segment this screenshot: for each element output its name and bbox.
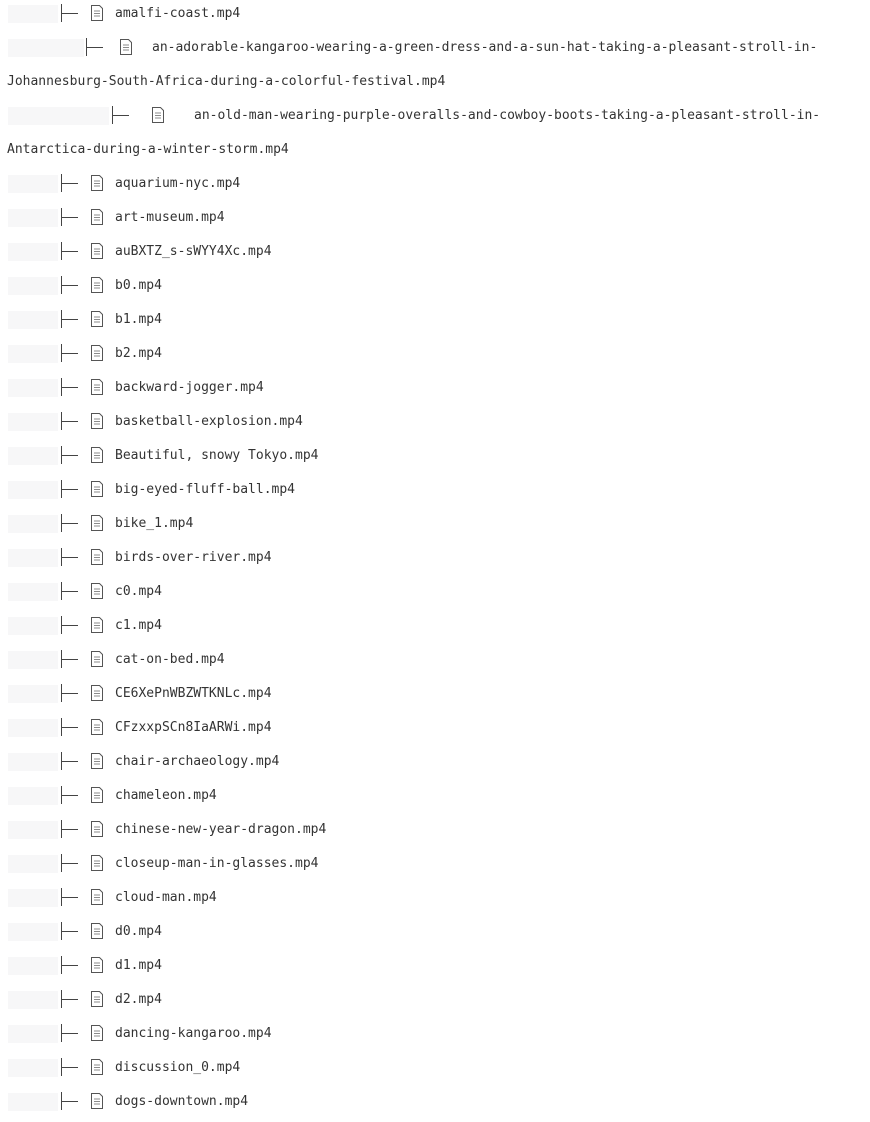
tree-row[interactable]	[0, 646, 870, 680]
file-icon	[89, 378, 105, 396]
file-icon	[89, 786, 105, 804]
indent-guide	[8, 209, 58, 227]
file-name[interactable]: d2.mp4	[115, 992, 162, 1007]
file-icon	[89, 1092, 105, 1110]
indent-guide	[8, 1059, 58, 1077]
branch-connector	[57, 888, 81, 906]
tree-row[interactable]	[0, 884, 870, 918]
file-name[interactable]: d0.mp4	[115, 924, 162, 939]
file-icon	[89, 242, 105, 260]
branch-connector	[57, 752, 81, 770]
indent-guide	[8, 855, 58, 873]
file-name[interactable]: dancing-kangaroo.mp4	[115, 1026, 272, 1041]
branch-connector	[57, 208, 81, 226]
tree-row[interactable]	[0, 510, 870, 544]
indent-guide	[8, 243, 58, 261]
file-name[interactable]: aquarium-nyc.mp4	[115, 176, 241, 191]
indent-guide	[8, 379, 58, 397]
branch-connector	[57, 922, 81, 940]
file-name[interactable]: c0.mp4	[115, 584, 162, 599]
tree-row[interactable]	[0, 170, 870, 204]
file-icon	[89, 208, 105, 226]
tree-row[interactable]	[0, 442, 870, 476]
file-name[interactable]: an-adorable-kangaroo-wearing-a-green-dress-and-a-sun-hat-taking-a-pleasant-stroll-in-	[152, 40, 818, 55]
indent-guide	[8, 651, 58, 669]
tree-row[interactable]	[0, 204, 870, 238]
file-icon	[89, 344, 105, 362]
file-name[interactable]: birds-over-river.mp4	[115, 550, 272, 565]
file-icon	[89, 514, 105, 532]
tree-row[interactable]	[0, 340, 870, 374]
indent-guide	[8, 447, 58, 465]
file-icon	[89, 412, 105, 430]
indent-guide	[8, 685, 58, 703]
branch-connector	[57, 514, 81, 532]
branch-connector	[57, 718, 81, 736]
tree-row[interactable]	[0, 34, 870, 102]
branch-connector	[57, 344, 81, 362]
tree-row[interactable]	[0, 272, 870, 306]
file-name[interactable]: chair-archaeology.mp4	[115, 754, 280, 769]
tree-row[interactable]	[0, 748, 870, 782]
file-icon	[89, 922, 105, 940]
branch-connector	[57, 548, 81, 566]
indent-guide	[8, 481, 58, 499]
file-icon	[89, 310, 105, 328]
file-icon	[89, 990, 105, 1008]
indent-guide	[8, 991, 58, 1009]
branch-connector	[57, 990, 81, 1008]
branch-connector	[57, 854, 81, 872]
tree-row[interactable]	[0, 1088, 870, 1122]
tree-row[interactable]	[0, 374, 870, 408]
file-name[interactable]: an-old-man-wearing-purple-overalls-and-cowboy-boots-taking-a-pleasant-stroll-in-	[194, 108, 821, 123]
branch-connector	[57, 650, 81, 668]
file-name[interactable]: dogs-downtown.mp4	[115, 1094, 249, 1109]
file-name-continued[interactable]: Antarctica-during-a-winter-storm.mp4	[7, 142, 289, 157]
file-icon	[89, 718, 105, 736]
branch-connector	[57, 242, 81, 260]
file-icon	[89, 752, 105, 770]
tree-row[interactable]	[0, 578, 870, 612]
indent-guide	[8, 311, 58, 329]
file-icon	[89, 854, 105, 872]
tree-row[interactable]	[0, 918, 870, 952]
indent-guide	[8, 5, 58, 23]
file-name[interactable]: d1.mp4	[115, 958, 162, 973]
file-name-continued[interactable]: Johannesburg-South-Africa-during-a-colorful-festival.mp4	[7, 74, 446, 89]
file-name[interactable]: backward-jogger.mp4	[115, 380, 264, 395]
file-name[interactable]: discussion_0.mp4	[115, 1060, 241, 1075]
indent-guide	[8, 957, 58, 975]
file-name[interactable]: Beautiful, snowy Tokyo.mp4	[115, 448, 319, 463]
file-name[interactable]: b0.mp4	[115, 278, 162, 293]
file-name[interactable]: amalfi-coast.mp4	[115, 6, 241, 21]
branch-connector	[57, 1092, 81, 1110]
indent-guide	[8, 277, 58, 295]
tree-row[interactable]	[0, 238, 870, 272]
file-name[interactable]: cat-on-bed.mp4	[115, 652, 225, 667]
branch-connector	[57, 1024, 81, 1042]
file-name[interactable]: cloud-man.mp4	[115, 890, 217, 905]
file-icon	[89, 446, 105, 464]
indent-guide	[8, 889, 58, 907]
indent-guide	[8, 549, 58, 567]
branch-connector	[57, 378, 81, 396]
tree-row[interactable]	[0, 544, 870, 578]
indent-guide	[8, 923, 58, 941]
indent-guide	[8, 617, 58, 635]
file-icon	[150, 106, 166, 124]
branch-connector	[57, 446, 81, 464]
file-name[interactable]: c1.mp4	[115, 618, 162, 633]
tree-row[interactable]	[0, 850, 870, 884]
branch-connector	[57, 582, 81, 600]
file-name[interactable]: b1.mp4	[115, 312, 162, 327]
file-icon	[89, 956, 105, 974]
file-name[interactable]: b2.mp4	[115, 346, 162, 361]
branch-connector	[57, 480, 81, 498]
file-icon	[118, 38, 134, 56]
indent-guide	[8, 175, 58, 193]
file-name[interactable]: chameleon.mp4	[115, 788, 217, 803]
branch-connector	[108, 106, 132, 124]
branch-connector	[57, 4, 81, 22]
branch-connector	[57, 1058, 81, 1076]
indent-guide	[8, 1025, 58, 1043]
file-icon	[89, 888, 105, 906]
indent-guide	[8, 583, 58, 601]
tree-row[interactable]	[0, 102, 870, 170]
tree-row[interactable]	[0, 782, 870, 816]
tree-row[interactable]	[0, 1020, 870, 1054]
branch-connector	[57, 820, 81, 838]
file-icon	[89, 174, 105, 192]
tree-row[interactable]	[0, 714, 870, 748]
file-icon	[89, 1058, 105, 1076]
file-icon	[89, 548, 105, 566]
file-icon	[89, 616, 105, 634]
branch-connector	[57, 276, 81, 294]
tree-row[interactable]	[0, 306, 870, 340]
branch-connector	[82, 38, 106, 56]
tree-row[interactable]	[0, 476, 870, 510]
file-icon	[89, 582, 105, 600]
tree-row[interactable]	[0, 612, 870, 646]
file-name[interactable]: auBXTZ_s-sWYY4Xc.mp4	[115, 244, 272, 259]
branch-connector	[57, 956, 81, 974]
file-name[interactable]: CE6XePnWBZWTKNLc.mp4	[115, 686, 272, 701]
file-icon	[89, 684, 105, 702]
indent-guide	[8, 1093, 58, 1111]
branch-connector	[57, 310, 81, 328]
file-name[interactable]: bike_1.mp4	[115, 516, 194, 531]
branch-connector	[57, 616, 81, 634]
tree-row[interactable]	[0, 1054, 870, 1088]
indent-guide	[8, 821, 58, 839]
file-name[interactable]: art-museum.mp4	[115, 210, 225, 225]
indent-guide	[8, 787, 58, 805]
file-icon	[89, 276, 105, 294]
indent-guide	[8, 107, 109, 125]
indent-guide	[8, 39, 84, 57]
tree-row[interactable]	[0, 0, 870, 34]
file-icon	[89, 1024, 105, 1042]
file-name[interactable]: chinese-new-year-dragon.mp4	[115, 822, 327, 837]
branch-connector	[57, 786, 81, 804]
indent-guide	[8, 753, 58, 771]
file-icon	[89, 820, 105, 838]
tree-row[interactable]	[0, 986, 870, 1020]
tree-row[interactable]	[0, 680, 870, 714]
indent-guide	[8, 413, 58, 431]
file-name[interactable]: basketball-explosion.mp4	[115, 414, 303, 429]
tree-row[interactable]	[0, 952, 870, 986]
file-icon	[89, 650, 105, 668]
indent-guide	[8, 719, 58, 737]
indent-guide	[8, 515, 58, 533]
indent-guide	[8, 345, 58, 363]
tree-row[interactable]	[0, 816, 870, 850]
file-name[interactable]: CFzxxpSCn8IaARWi.mp4	[115, 720, 272, 735]
file-icon	[89, 4, 105, 22]
file-icon	[89, 480, 105, 498]
file-name[interactable]: big-eyed-fluff-ball.mp4	[115, 482, 296, 497]
tree-row[interactable]	[0, 408, 870, 442]
branch-connector	[57, 174, 81, 192]
file-name[interactable]: closeup-man-in-glasses.mp4	[115, 856, 319, 871]
branch-connector	[57, 684, 81, 702]
branch-connector	[57, 412, 81, 430]
